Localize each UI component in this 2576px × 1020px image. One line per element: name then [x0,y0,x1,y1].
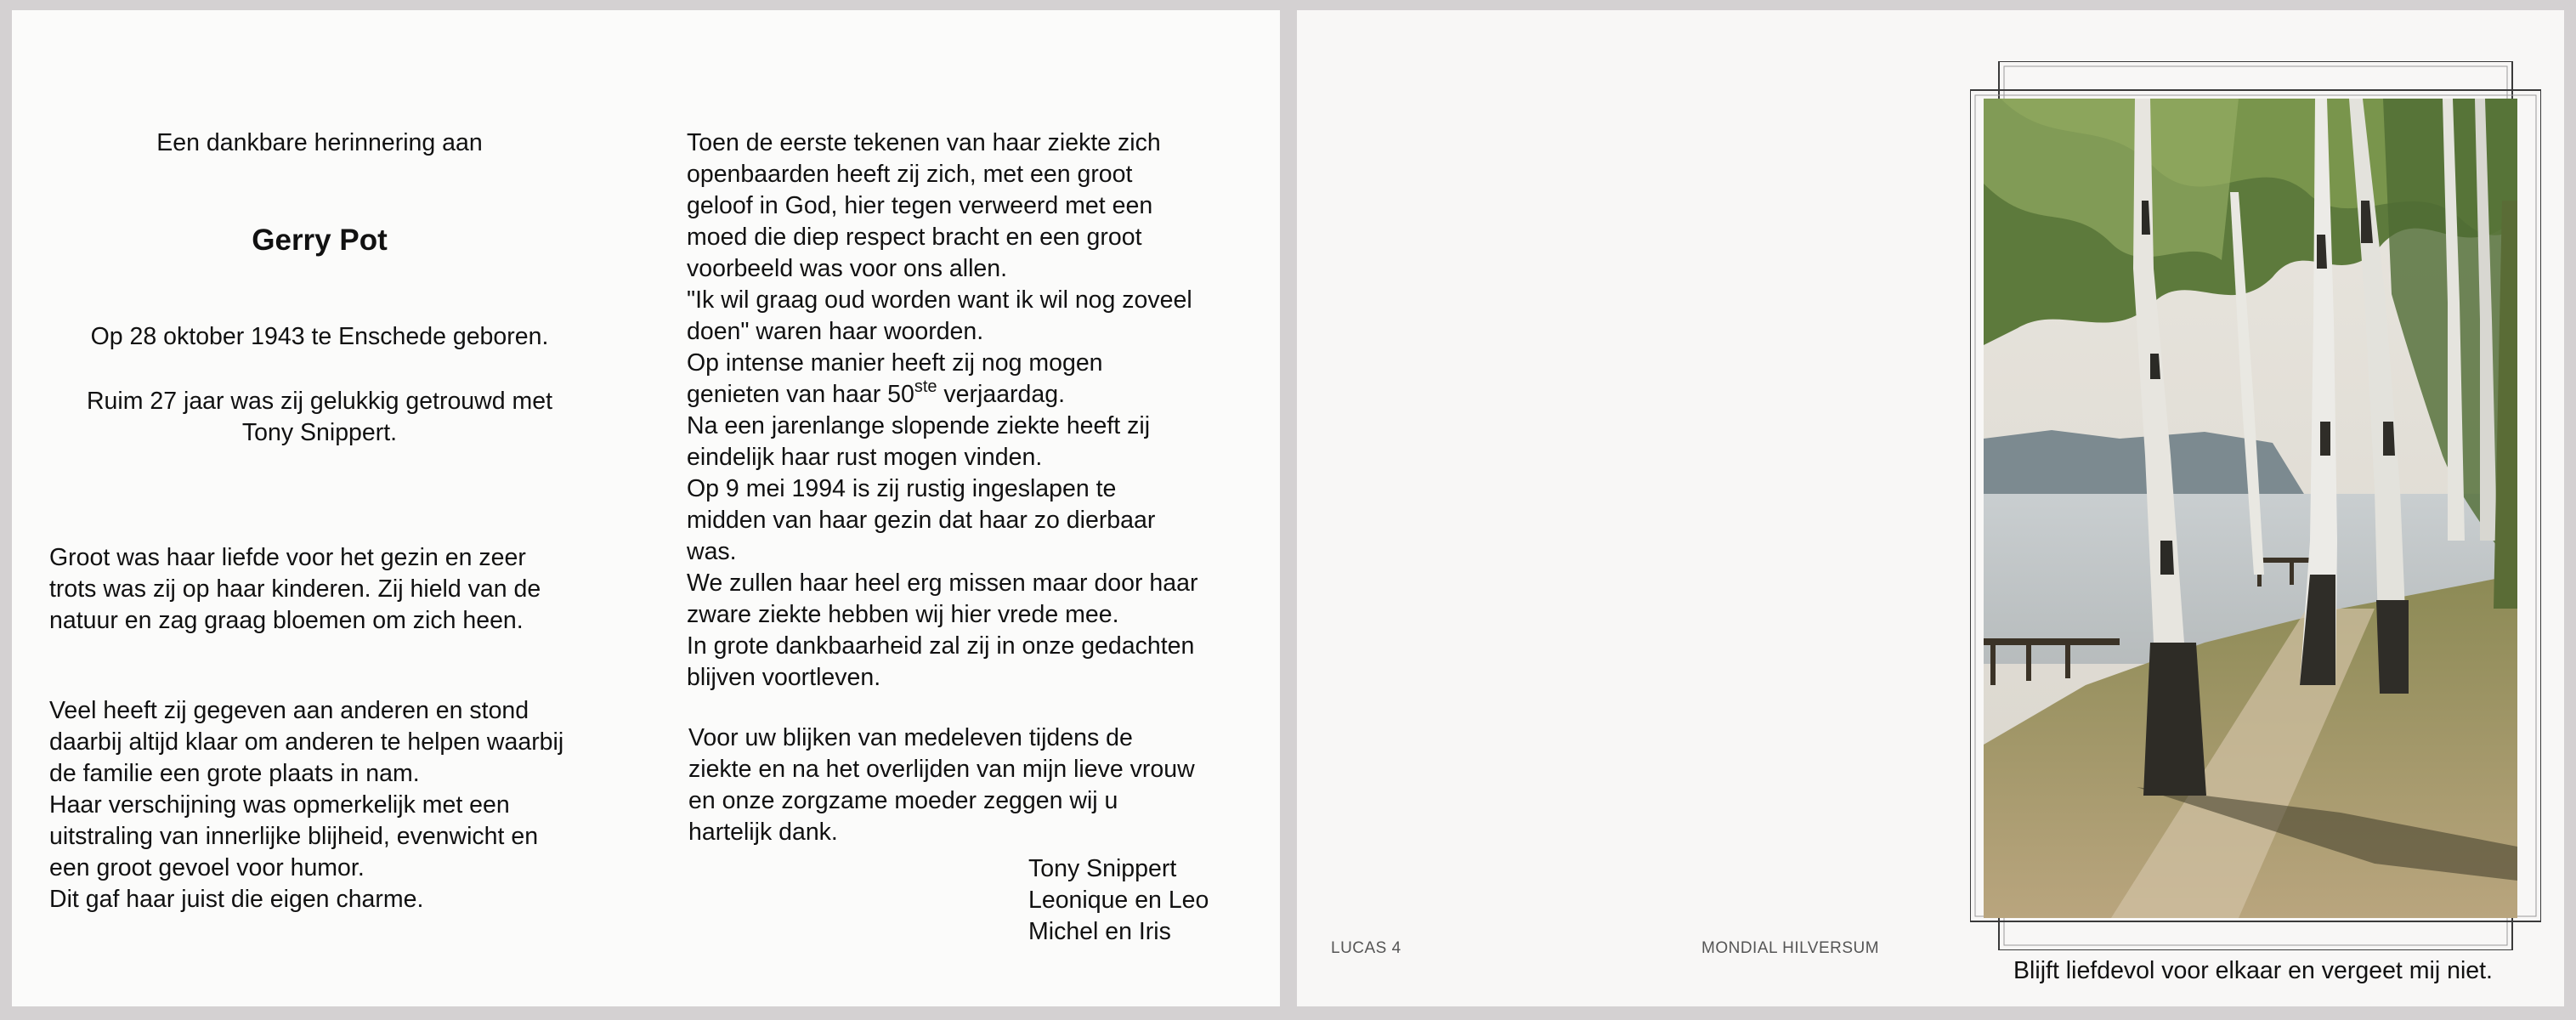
text-line: eindelijk haar rust mogen vinden. [687,444,1043,471]
publisher-name: MONDIAL HILVERSUM [1701,939,1880,957]
text-line: ziekte en na het overlijden van mijn lieve vrouw [688,756,1195,783]
birthday-prefix: genieten van haar 50 [687,381,914,408]
text-line: Voor uw blijken van medeleven tijdens de [688,724,1133,751]
text-line: zware ziekte hebben wij hier vrede mee. [687,601,1119,628]
birthday-line [687,379,1197,411]
text-line: de familie een grote plaats in nam. [49,760,420,787]
publisher-code: LUCAS 4 [1331,939,1401,957]
text-line: Toen de eerste tekenen van haar ziekte zich [687,129,1161,156]
text-line: Haar verschijning was opmerkelijk met een [49,791,510,819]
text-line: Dit gaf haar juist die eigen charme. [49,886,424,913]
text-line: Ruim 27 jaar was zij gelukkig getrouwd met [86,388,553,415]
text-line: In grote dankbaarheid zal zij in onze gedachten [687,632,1195,660]
text-line: daarbij altijd klaar om anderen te helpen waarbij [49,728,564,756]
memorial-card-picture-page [1297,10,2564,1006]
text-line: Op 9 mei 1994 is zij rustig ingeslapen te [687,475,1117,502]
text-line: doen" waren haar woorden. [687,318,984,345]
text-line: Veel heeft zij gegeven aan anderen en stond [49,697,529,724]
text-line: openbaarden heeft zij zich, met een groot [687,161,1133,188]
memorial-caption: Blijft liefdevol voor elkaar en vergeet mij niet. [2013,957,2493,984]
text-line: en onze zorgzame moeder zeggen wij u [688,787,1118,814]
text-line: hartelijk dank. [688,819,838,846]
text-line: midden van haar gezin dat haar zo dierbaar [687,507,1156,534]
illness-paragraph [687,128,1197,694]
signature-line: Michel en Iris [1028,918,1171,945]
text-line: Tony Snippert. [241,419,398,446]
love-paragraph [49,542,541,637]
text-line: Groot was haar liefde voor het gezin en zeer [49,544,526,571]
signature-line: Tony Snippert [1028,855,1177,882]
signature-line: Leonique en Leo [1028,887,1209,914]
lake-birch-photo [1984,99,2517,918]
text-line: Na een jarenlange slopende ziekte heeft zij [687,412,1151,439]
text-line: geloof in God, hier tegen verweerd met een [687,192,1153,219]
text-line: blijven voortleven. [687,664,881,691]
text-line: trots was zij op haar kinderen. Zij hield van de [49,575,541,603]
text-line: "Ik wil graag oud worden want ik wil nog zoveel [687,286,1192,314]
text-line: voorbeeld was voor ons allen. [687,255,1008,282]
ordinal-suffix: ste [914,377,937,396]
family-signatures [1028,853,1209,948]
text-line: was. [687,538,737,565]
birthday-suffix: verjaardag. [937,381,1066,408]
text-line: natuur en zag graag bloemen om zich heen. [49,607,524,634]
text-line: een groot gevoel voor humor. [49,854,365,881]
deceased-name: Gerry Pot [252,224,388,257]
text-line: We zullen haar heel erg missen maar door haar [687,570,1198,597]
text-line: moed die diep respect bracht en een groot [687,224,1142,251]
thanks-paragraph [688,722,1195,848]
text-line: Op intense manier heeft zij nog mogen [687,349,1103,377]
memorial-card-text-page [12,10,1280,1006]
birth-line: Op 28 oktober 1943 te Enschede geboren. [90,323,549,350]
character-paragraph [49,695,563,915]
intro-line: Een dankbare herinnering aan [156,129,483,156]
marriage-paragraph [12,386,627,449]
text-line: uitstraling van innerlijke blijheid, evenwicht en [49,823,539,850]
